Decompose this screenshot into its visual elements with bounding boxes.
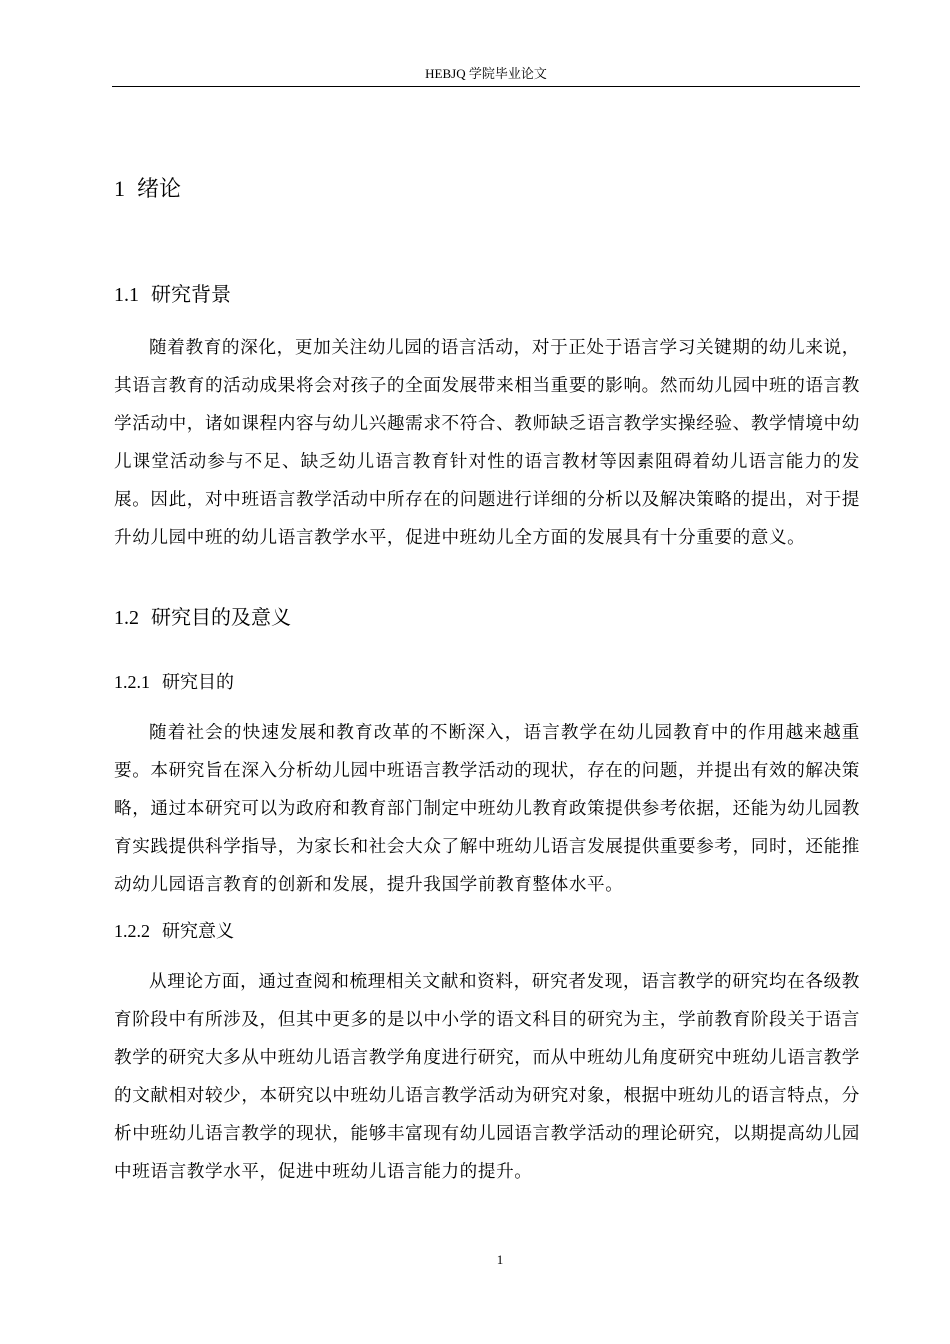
subsection-title: 研究目的 bbox=[162, 672, 234, 693]
section-heading-1-2 bbox=[114, 601, 291, 634]
subsection-number: 1.2.2 bbox=[114, 921, 150, 941]
paragraph-research-background: 随着教育的深化，更加关注幼儿园的语言活动，对于正处于语言学习关键期的幼儿来说，其语言教育的活动成果将会对孩子的全面发展带来相当重要的影响。然而幼儿园中班的语言教学活动中，诸如课程内容与幼儿兴趣需求不符合、教师缺乏语言教学实操经验、教学情境中幼儿课堂活动参与不足、缺乏幼儿语言教育针对性的语言教材等因素阻碍着幼儿语言能力的发展。因此，对中班语言教学活动中所存在的问题进行详细的分析以及解决策略的提出，对于提升幼儿园中班的幼儿语言教学水平，促进中班幼儿全方面的发展具有十分重要的意义。 bbox=[114, 338, 860, 548]
paragraph-research-purpose: 随着社会的快速发展和教育改革的不断深入，语言教学在幼儿园教育中的作用越来越重要。本研究旨在深入分析幼儿园中班语言教学活动的现状，存在的问题，并提出有效的解决策略，通过本研究可以为政府和教育部门制定中班幼儿教育政策提供参考依据，还能为幼儿园教育实践提供科学指导，为家长和社会大众了解中班幼儿语言发展提供重要参考，同时，还能推动幼儿园语言教育的创新和发展，提升我国学前教育整体水平。 bbox=[114, 723, 860, 895]
chapter-heading bbox=[114, 172, 181, 207]
section-title: 研究目的及意义 bbox=[151, 605, 291, 629]
section-number: 1.2 bbox=[114, 607, 139, 629]
subsection-title: 研究意义 bbox=[162, 921, 234, 942]
subsection-number: 1.2.1 bbox=[114, 672, 150, 692]
header-divider bbox=[112, 86, 860, 87]
paragraph-research-significance: 从理论方面，通过查阅和梳理相关文献和资料，研究者发现，语言教学的研究均在各级教育阶段中有所涉及，但其中更多的是以中小学的语文科目的研究为主，学前教育阶段关于语言教学的研究大多从中班幼儿语言教学角度进行研究，而从中班幼儿角度研究中班幼儿语言教学的文献相对较少，本研究以中班幼儿语言教学活动为研究对象，根据中班幼儿的语言特点，分析中班幼儿语言教学的现状，能够丰富现有幼儿园语言教学活动的理论研究，以期提高幼儿园中班语言教学水平，促进中班幼儿语言能力的提升。 bbox=[114, 972, 860, 1182]
section-heading-1-1 bbox=[114, 278, 231, 311]
chapter-title: 绪论 bbox=[137, 177, 182, 202]
section-title: 研究背景 bbox=[151, 282, 231, 306]
subsection-heading-1-2-2 bbox=[114, 916, 234, 947]
page-header: HEBJQ 学院毕业论文 bbox=[425, 66, 547, 81]
chapter-number: 1 bbox=[114, 176, 125, 201]
section-number: 1.1 bbox=[114, 284, 139, 306]
page-number: 1 bbox=[496, 1252, 504, 1267]
subsection-heading-1-2-1 bbox=[114, 667, 234, 698]
